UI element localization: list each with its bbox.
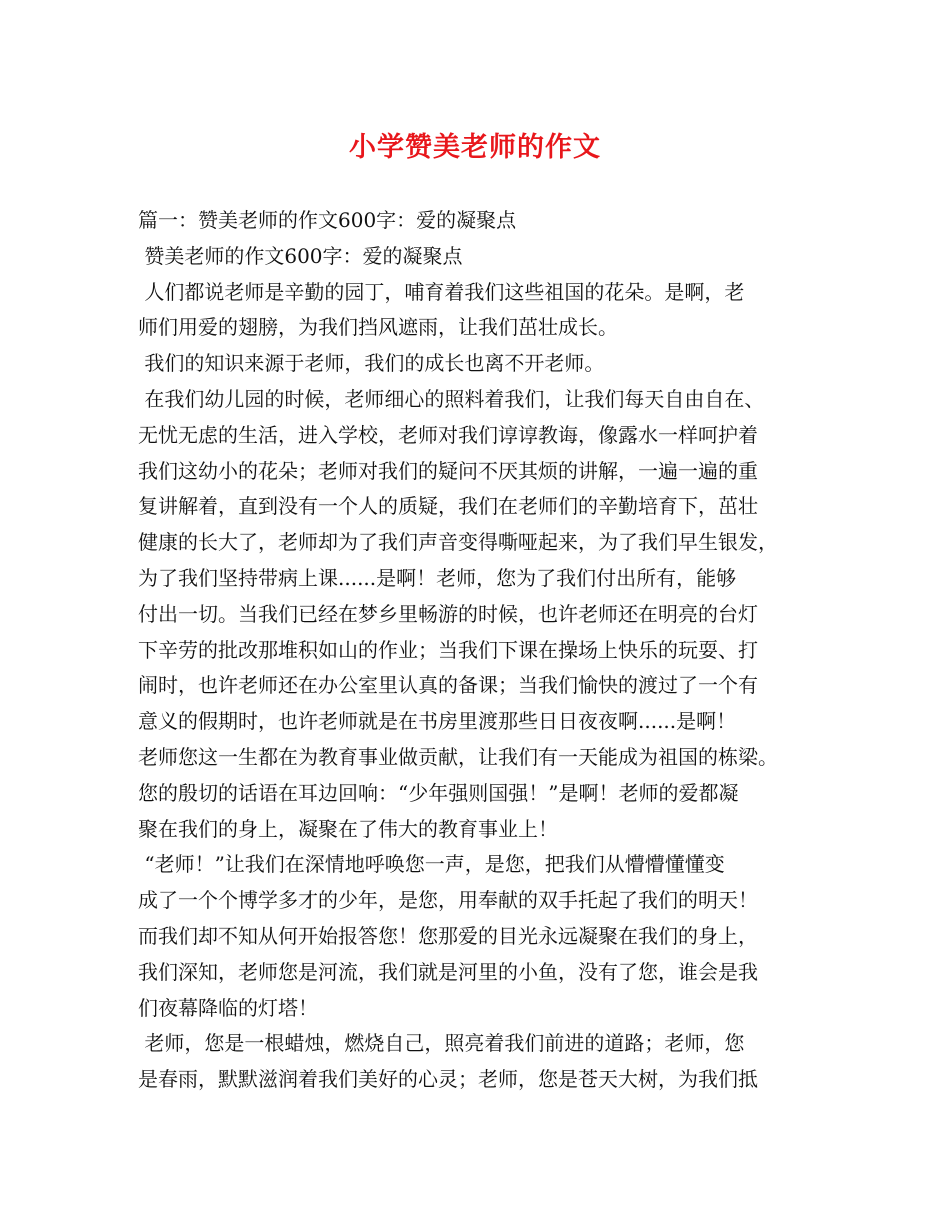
text-line: 篇一：赞美老师的作文600字：爱的凝聚点 (138, 208, 517, 232)
text-line: 聚在我们的身上，凝聚在了伟大的教育事业上！ (138, 816, 558, 841)
text-line: 赞美老师的作文600字：爱的凝聚点 (138, 243, 463, 268)
text-line: 您的殷切的话语在耳边回响：“少年强则国强！”是啊！老师的爱都凝 (138, 780, 739, 805)
text-line: 我们的知识来源于老师，我们的成长也离不开老师。 (138, 351, 605, 376)
text-line: 我们这幼小的花朵；老师对我们的疑问不厌其烦的讲解，一遍一遍的重 (138, 458, 758, 483)
text-line: 成了一个个博学多才的少年，是您，用奉献的双手托起了我们的明天！ (138, 888, 758, 913)
document-title: 小学赞美老师的作文 (349, 132, 601, 163)
text-line: 师们用爱的翅膀，为我们挡风遮雨，让我们茁壮成长。 (138, 315, 618, 340)
text-line: 健康的长大了，老师却为了我们声音变得嘶哑起来，为了我们早生银发， (138, 530, 778, 555)
text-line: 我们深知，老师您是河流，我们就是河里的小鱼，没有了您，谁会是我 (138, 959, 758, 984)
text-line: “老师！”让我们在深情地呼唤您一声，是您，把我们从懵懵懂懂变 (138, 852, 725, 877)
text-line: 无忧无虑的生活，进入学校，老师对我们谆谆教诲，像露水一样呵护着 (138, 422, 758, 447)
text-line: 复讲解着，直到没有一个人的质疑，我们在老师们的辛勤培育下，茁壮 (138, 494, 758, 519)
text-line: 意义的假期时，也许老师就是在书房里渡那些日日夜夜啊......是啊！ (138, 709, 737, 734)
document-body (138, 203, 828, 1098)
text-line: 老师，您是一根蜡烛，燃烧自己，照亮着我们前进的道路；老师，您 (138, 1031, 745, 1056)
text-line: 在我们幼儿园的时候，老师细心的照料着我们，让我们每天自由自在、 (138, 386, 765, 411)
text-line: 付出一切。当我们已经在梦乡里畅游的时候，也许老师还在明亮的台灯 (138, 601, 758, 626)
text-line: 是春雨，默默滋润着我们美好的心灵；老师，您是苍天大树，为我们抵 (138, 1067, 758, 1092)
text-line: 老师您这一生都在为教育事业做贡献，让我们有一天能成为祖国的栋梁。 (138, 744, 778, 769)
text-line: 而我们却不知从何开始报答您！您那爱的目光永远凝聚在我们的身上， (138, 923, 758, 948)
text-line: 闹时，也许老师还在办公室里认真的备课；当我们愉快的渡过了一个有 (138, 673, 758, 698)
text-line: 为了我们坚持带病上课......是啊！老师，您为了我们付出所有，能够 (138, 565, 737, 590)
text-line: 们夜幕降临的灯塔！ (138, 995, 318, 1020)
text-line: 人们都说老师是辛勤的园丁，哺育着我们这些祖国的花朵。是啊，老 (138, 279, 745, 304)
text-line: 下辛劳的批改那堆积如山的作业；当我们下课在操场上快乐的玩耍、打 (138, 637, 758, 662)
